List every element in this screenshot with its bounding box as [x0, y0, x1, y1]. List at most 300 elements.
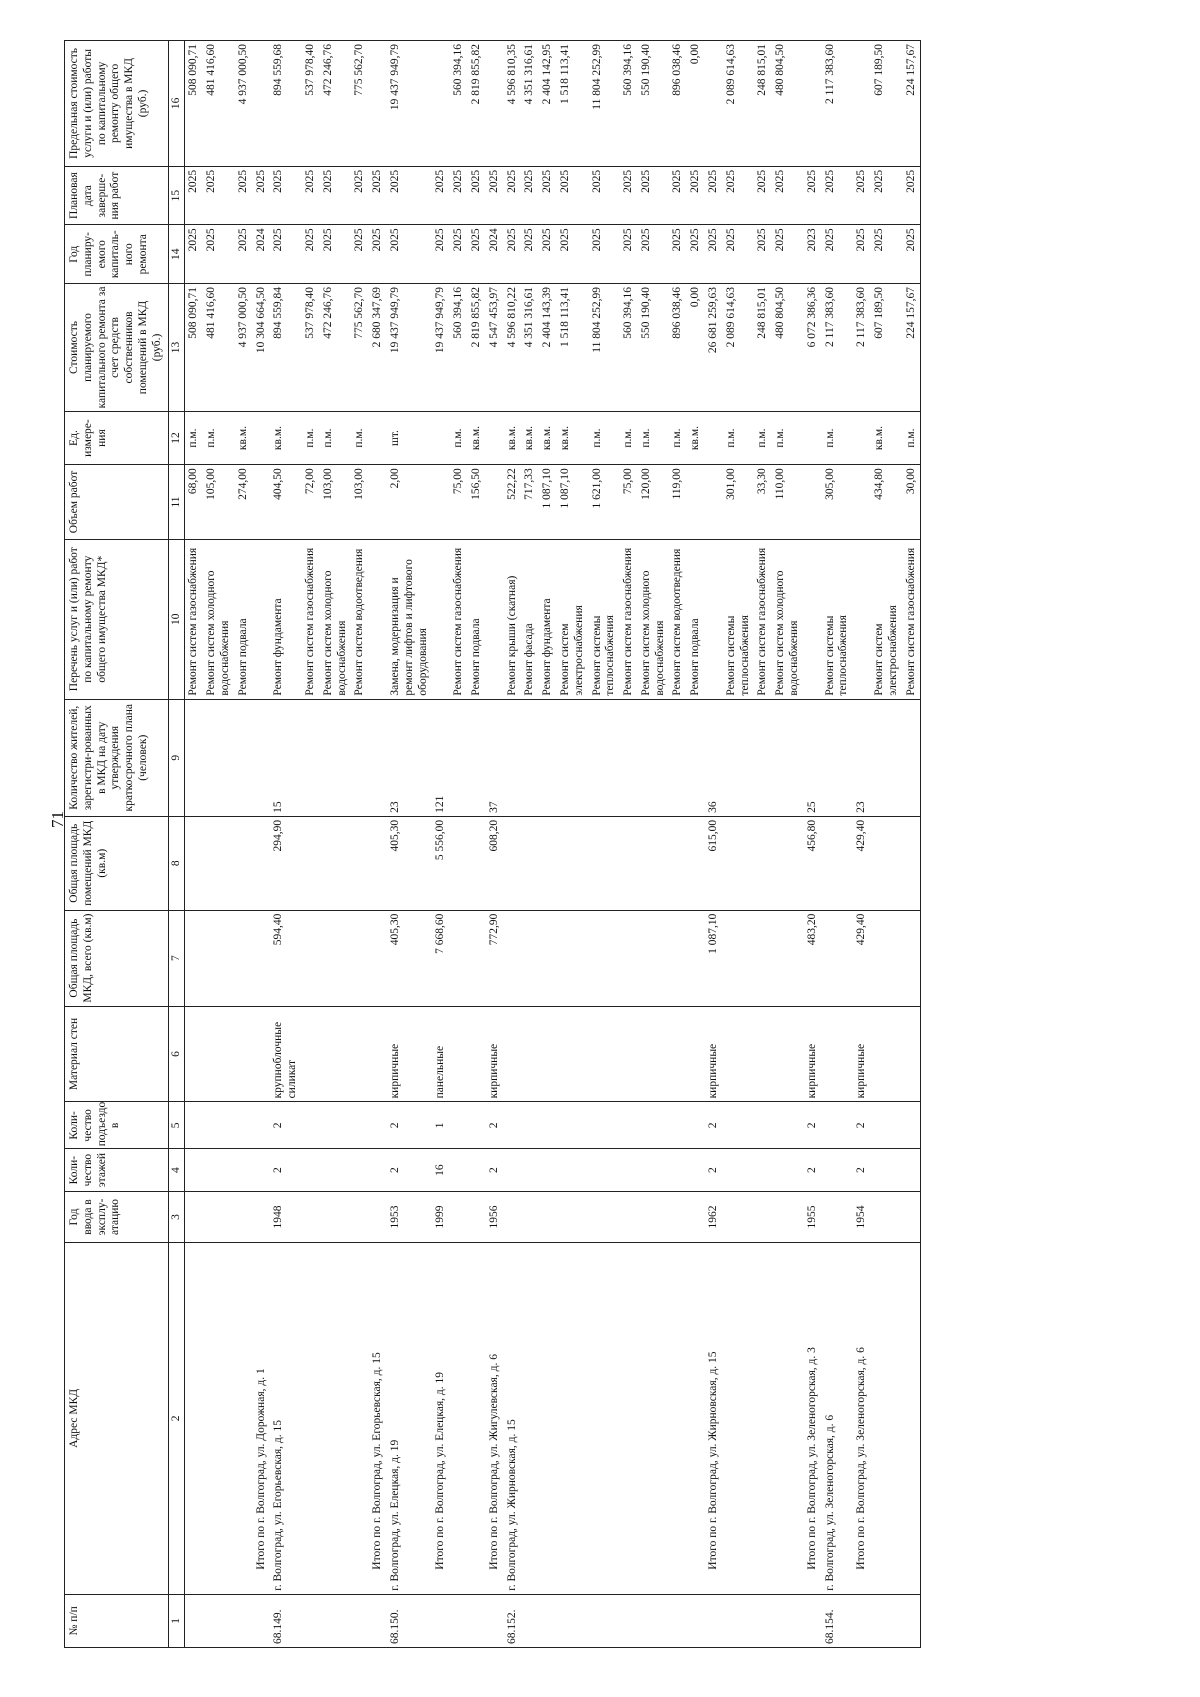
limit-cost-cell: 481 416,60	[203, 41, 235, 167]
table-row	[772, 41, 804, 1648]
repair-year-cell: 2025	[772, 225, 804, 284]
floors-cell	[302, 1149, 320, 1192]
completion-year-cell: 2025	[302, 166, 320, 225]
cost-cell: 1 518 113,41	[557, 284, 589, 412]
row-index	[871, 1594, 903, 1647]
column-number: 2	[168, 1243, 185, 1595]
floors-cell	[468, 1149, 486, 1192]
table-row	[270, 41, 302, 1648]
floors-cell: 16	[432, 1149, 450, 1192]
premises-area-cell	[351, 816, 369, 910]
address-cell	[638, 1243, 670, 1595]
column-number: 7	[168, 910, 185, 1006]
premises-area-cell	[772, 816, 804, 910]
floors-cell	[620, 1149, 638, 1192]
residents-cell	[521, 699, 539, 816]
row-index	[723, 1594, 755, 1647]
work-type-cell: Ремонт систем водоотведения	[351, 539, 369, 699]
premises-area-cell	[369, 816, 387, 910]
address-cell	[589, 1243, 621, 1595]
table-body	[185, 41, 921, 1648]
total-area-cell	[723, 910, 755, 1006]
table-row	[539, 41, 557, 1648]
total-area-cell	[589, 910, 621, 1006]
premises-area-cell	[723, 816, 755, 910]
premises-area-cell	[620, 816, 638, 910]
repair-year-cell: 2025	[754, 225, 772, 284]
total-area-cell	[754, 910, 772, 1006]
table-row	[203, 41, 235, 1648]
repair-year-cell: 2025	[723, 225, 755, 284]
cost-cell: 775 562,70	[351, 284, 369, 412]
cost-cell: 2 117 383,60	[822, 284, 854, 412]
year-cell	[203, 1191, 235, 1242]
completion-year-cell: 2025	[557, 166, 589, 225]
row-index	[235, 1594, 253, 1647]
column-number: 11	[168, 465, 185, 540]
year-cell	[557, 1191, 589, 1242]
address-cell: Итого по г. Волгоград, ул. Жирновская, д. 15	[705, 1243, 723, 1595]
wall-material-cell	[203, 1006, 235, 1102]
wall-material-cell	[253, 1006, 271, 1102]
repair-year-cell: 2025	[669, 225, 687, 284]
residents-cell	[235, 699, 253, 816]
limit-cost-cell: 537 978,40	[302, 41, 320, 167]
entrances-cell: 2	[270, 1102, 302, 1149]
volume-cell: 156,50	[468, 465, 486, 540]
repair-year-cell: 2025	[351, 225, 369, 284]
row-index	[302, 1594, 320, 1647]
capital-repair-table	[64, 40, 921, 1648]
unit-cell: кв.м.	[687, 411, 705, 464]
wall-material-cell	[351, 1006, 369, 1102]
completion-year-cell: 2025	[804, 166, 822, 225]
residents-cell: 37	[486, 699, 504, 816]
cost-cell: 2 819 855,82	[468, 284, 486, 412]
premises-area-cell	[320, 816, 352, 910]
table-row	[687, 41, 705, 1648]
premises-area-cell	[754, 816, 772, 910]
year-cell	[687, 1191, 705, 1242]
limit-cost-cell: 508 090,71	[185, 41, 203, 167]
repair-year-cell: 2025	[185, 225, 203, 284]
residents-cell: 36	[705, 699, 723, 816]
wall-material-cell	[450, 1006, 468, 1102]
work-type-cell: Ремонт подвала	[235, 539, 253, 699]
completion-year-cell: 2025	[521, 166, 539, 225]
limit-cost-cell	[432, 41, 450, 167]
row-index: 68.154.	[822, 1594, 854, 1647]
unit-cell: кв.м.	[468, 411, 486, 464]
repair-year-cell: 2025	[539, 225, 557, 284]
table-row	[669, 41, 687, 1648]
entrances-cell	[468, 1102, 486, 1149]
residents-cell	[302, 699, 320, 816]
entrances-cell	[589, 1102, 621, 1149]
entrances-cell: 2	[853, 1102, 871, 1149]
column-number: 5	[168, 1102, 185, 1149]
work-type-cell: Ремонт систем газоснабжения	[450, 539, 468, 699]
work-type-cell: Ремонт систем водоотведения	[669, 539, 687, 699]
premises-area-cell	[253, 816, 271, 910]
volume-cell: 522,22	[504, 465, 522, 540]
unit-cell: п.м.	[772, 411, 804, 464]
entrances-cell	[723, 1102, 755, 1149]
floors-cell	[235, 1149, 253, 1192]
residents-cell: 15	[270, 699, 302, 816]
cost-cell: 896 038,46	[669, 284, 687, 412]
column-header: Год ввода в эксплу-атацию	[65, 1191, 169, 1242]
limit-cost-cell	[804, 41, 822, 167]
wall-material-cell	[822, 1006, 854, 1102]
floors-cell	[669, 1149, 687, 1192]
floors-cell	[539, 1149, 557, 1192]
limit-cost-cell: 472 246,76	[320, 41, 352, 167]
cost-cell: 248 815,01	[754, 284, 772, 412]
column-header: Предельная стоимость услуги и (или) работы по капитальному ремонту общего имущества в МКД (руб.)	[65, 41, 169, 167]
wall-material-cell	[589, 1006, 621, 1102]
repair-year-cell: 2025	[521, 225, 539, 284]
limit-cost-cell: 560 394,16	[450, 41, 468, 167]
cost-cell: 4 596 810,22	[504, 284, 522, 412]
address-cell	[723, 1243, 755, 1595]
total-area-cell	[903, 910, 921, 1006]
row-index	[450, 1594, 468, 1647]
unit-cell	[804, 411, 822, 464]
column-number: 14	[168, 225, 185, 284]
premises-area-cell	[302, 816, 320, 910]
table-row	[521, 41, 539, 1648]
repair-year-cell: 2025	[235, 225, 253, 284]
residents-cell	[557, 699, 589, 816]
column-number: 10	[168, 539, 185, 699]
wall-material-cell	[302, 1006, 320, 1102]
work-type-cell: Ремонт систем электроснабжения	[557, 539, 589, 699]
work-type-cell: Ремонт фасада	[521, 539, 539, 699]
row-index	[432, 1594, 450, 1647]
entrances-cell	[235, 1102, 253, 1149]
residents-cell	[754, 699, 772, 816]
completion-year-cell: 2025	[270, 166, 302, 225]
row-index	[620, 1594, 638, 1647]
floors-cell	[203, 1149, 235, 1192]
premises-area-cell: 608,20	[486, 816, 504, 910]
year-cell	[351, 1191, 369, 1242]
premises-area-cell: 615,00	[705, 816, 723, 910]
premises-area-cell: 456,80	[804, 816, 822, 910]
total-area-cell	[504, 910, 522, 1006]
completion-year-cell: 2025	[387, 166, 432, 225]
total-area-cell	[253, 910, 271, 1006]
address-cell	[235, 1243, 253, 1595]
wall-material-cell	[669, 1006, 687, 1102]
column-number: 6	[168, 1006, 185, 1102]
completion-year-cell: 2025	[504, 166, 522, 225]
premises-area-cell: 294,90	[270, 816, 302, 910]
limit-cost-cell	[369, 41, 387, 167]
entrances-cell	[754, 1102, 772, 1149]
completion-year-cell: 2025	[235, 166, 253, 225]
row-index	[203, 1594, 235, 1647]
work-type-cell: Ремонт фундамента	[270, 539, 302, 699]
work-type-cell	[253, 539, 271, 699]
completion-year-cell: 2025	[638, 166, 670, 225]
premises-area-cell	[822, 816, 854, 910]
unit-cell: п.м.	[903, 411, 921, 464]
work-type-cell: Ремонт систем газоснабжения	[754, 539, 772, 699]
year-cell	[669, 1191, 687, 1242]
row-index	[486, 1594, 504, 1647]
address-cell: г. Волгоград, ул. Елецкая, д. 19	[387, 1243, 432, 1595]
repair-year-cell: 2025	[822, 225, 854, 284]
residents-cell	[903, 699, 921, 816]
limit-cost-cell: 0,00	[687, 41, 705, 167]
premises-area-cell	[185, 816, 203, 910]
year-cell	[450, 1191, 468, 1242]
column-header: Коли-чество этажей	[65, 1149, 169, 1192]
total-area-cell: 594,40	[270, 910, 302, 1006]
table-row	[871, 41, 903, 1648]
completion-year-cell: 2025	[320, 166, 352, 225]
total-area-cell	[320, 910, 352, 1006]
cost-cell: 4 937 000,50	[235, 284, 253, 412]
completion-year-cell: 2025	[772, 166, 804, 225]
repair-year-cell: 2025	[320, 225, 352, 284]
table-row	[387, 41, 432, 1648]
limit-cost-cell: 4 596 810,35	[504, 41, 522, 167]
address-cell	[521, 1243, 539, 1595]
limit-cost-cell: 894 559,68	[270, 41, 302, 167]
volume-cell	[432, 465, 450, 540]
completion-year-cell: 2025	[351, 166, 369, 225]
work-type-cell: Ремонт системы теплоснабжения	[822, 539, 854, 699]
work-type-cell: Ремонт подвала	[687, 539, 705, 699]
entrances-cell	[450, 1102, 468, 1149]
premises-area-cell	[557, 816, 589, 910]
volume-cell: 1 621,00	[589, 465, 621, 540]
wall-material-cell: кирпичные	[486, 1006, 504, 1102]
total-row	[253, 41, 271, 1648]
total-row	[804, 41, 822, 1648]
work-type-cell: Ремонт систем холодного водоснабжения	[772, 539, 804, 699]
repair-year-cell: 2025	[903, 225, 921, 284]
year-cell: 1954	[853, 1191, 871, 1242]
wall-material-cell	[320, 1006, 352, 1102]
address-cell	[203, 1243, 235, 1595]
cost-cell: 11 804 252,99	[589, 284, 621, 412]
column-header: Коли-чество подъездо в	[65, 1102, 169, 1149]
column-header: Ед. измере-ния	[65, 411, 169, 464]
column-number: 1	[168, 1594, 185, 1647]
completion-year-cell: 2025	[620, 166, 638, 225]
unit-cell: п.м.	[638, 411, 670, 464]
limit-cost-cell	[853, 41, 871, 167]
unit-cell: кв.м.	[504, 411, 522, 464]
limit-cost-cell: 550 190,40	[638, 41, 670, 167]
year-cell	[253, 1191, 271, 1242]
premises-area-cell	[235, 816, 253, 910]
year-cell	[638, 1191, 670, 1242]
row-index	[539, 1594, 557, 1647]
entrances-cell	[871, 1102, 903, 1149]
floors-cell	[253, 1149, 271, 1192]
column-number-row	[168, 41, 185, 1648]
rotated-page	[64, 40, 921, 1648]
total-area-cell	[351, 910, 369, 1006]
repair-year-cell: 2025	[302, 225, 320, 284]
volume-cell: 72,00	[302, 465, 320, 540]
premises-area-cell: 429,40	[853, 816, 871, 910]
total-row	[486, 41, 504, 1648]
completion-year-cell: 2025	[687, 166, 705, 225]
volume-cell: 33,30	[754, 465, 772, 540]
residents-cell: 23	[853, 699, 871, 816]
wall-material-cell	[871, 1006, 903, 1102]
year-cell	[504, 1191, 522, 1242]
row-index	[521, 1594, 539, 1647]
address-cell: Итого по г. Волгоград, ул. Егорьевская, д. 15	[369, 1243, 387, 1595]
address-cell	[351, 1243, 369, 1595]
entrances-cell	[620, 1102, 638, 1149]
volume-cell: 75,00	[620, 465, 638, 540]
row-index	[754, 1594, 772, 1647]
address-cell: г. Волгоград, ул. Егорьевская, д. 15	[270, 1243, 302, 1595]
floors-cell	[521, 1149, 539, 1192]
unit-cell	[705, 411, 723, 464]
repair-year-cell: 2025	[589, 225, 621, 284]
address-cell: Итого по г. Волгоград, ул. Жигулевская, д. 6	[486, 1243, 504, 1595]
wall-material-cell: крупноблочные силикат	[270, 1006, 302, 1102]
cost-cell: 550 190,40	[638, 284, 670, 412]
entrances-cell: 2	[486, 1102, 504, 1149]
work-type-cell	[486, 539, 504, 699]
completion-year-cell: 2025	[754, 166, 772, 225]
premises-area-cell	[687, 816, 705, 910]
total-area-cell	[369, 910, 387, 1006]
floors-cell	[320, 1149, 352, 1192]
year-cell: 1999	[432, 1191, 450, 1242]
floors-cell	[557, 1149, 589, 1192]
entrances-cell	[203, 1102, 235, 1149]
wall-material-cell	[468, 1006, 486, 1102]
entrances-cell: 2	[705, 1102, 723, 1149]
work-type-cell	[432, 539, 450, 699]
work-type-cell	[853, 539, 871, 699]
repair-year-cell: 2025	[687, 225, 705, 284]
floors-cell: 2	[270, 1149, 302, 1192]
completion-year-cell: 2025	[705, 166, 723, 225]
table-row	[723, 41, 755, 1648]
limit-cost-cell: 607 189,50	[871, 41, 903, 167]
completion-year-cell: 2025	[822, 166, 854, 225]
entrances-cell	[539, 1102, 557, 1149]
premises-area-cell: 405,30	[387, 816, 432, 910]
total-area-cell	[302, 910, 320, 1006]
page-number: 71	[48, 811, 67, 828]
work-type-cell: Ремонт систем газоснабжения	[903, 539, 921, 699]
floors-cell: 2	[705, 1149, 723, 1192]
year-cell: 1953	[387, 1191, 432, 1242]
floors-cell: 2	[387, 1149, 432, 1192]
entrances-cell	[253, 1102, 271, 1149]
cost-cell: 508 090,71	[185, 284, 203, 412]
limit-cost-cell: 248 815,01	[754, 41, 772, 167]
floors-cell: 2	[853, 1149, 871, 1192]
total-area-cell	[772, 910, 804, 1006]
year-cell: 1955	[804, 1191, 822, 1242]
unit-cell: п.м.	[723, 411, 755, 464]
volume-cell: 103,00	[351, 465, 369, 540]
unit-cell	[853, 411, 871, 464]
completion-year-cell: 2025	[723, 166, 755, 225]
wall-material-cell	[369, 1006, 387, 1102]
table-row	[589, 41, 621, 1648]
limit-cost-cell: 2 117 383,60	[822, 41, 854, 167]
table-row	[302, 41, 320, 1648]
year-cell	[620, 1191, 638, 1242]
total-area-cell: 405,30	[387, 910, 432, 1006]
entrances-cell	[504, 1102, 522, 1149]
cost-cell: 6 072 386,36	[804, 284, 822, 412]
work-type-cell: Ремонт систем холодного водоснабжения	[638, 539, 670, 699]
limit-cost-cell: 2 089 614,63	[723, 41, 755, 167]
work-type-cell	[804, 539, 822, 699]
column-header: Материал стен	[65, 1006, 169, 1102]
volume-cell	[804, 465, 822, 540]
column-number: 16	[168, 41, 185, 167]
row-index	[320, 1594, 352, 1647]
repair-year-cell: 2025	[450, 225, 468, 284]
residents-cell	[450, 699, 468, 816]
year-cell	[723, 1191, 755, 1242]
entrances-cell	[669, 1102, 687, 1149]
wall-material-cell: кирпичные	[853, 1006, 871, 1102]
limit-cost-cell: 224 157,67	[903, 41, 921, 167]
address-cell: г. Волгоград, ул. Зеленогорская, д. 6	[822, 1243, 854, 1595]
completion-year-cell: 2025	[369, 166, 387, 225]
entrances-cell	[903, 1102, 921, 1149]
year-cell: 1962	[705, 1191, 723, 1242]
residents-cell	[772, 699, 804, 816]
table-row	[320, 41, 352, 1648]
total-area-cell	[669, 910, 687, 1006]
limit-cost-cell	[253, 41, 271, 167]
total-area-cell	[450, 910, 468, 1006]
work-type-cell: Ремонт крыши (скатная)	[504, 539, 522, 699]
completion-year-cell: 2025	[589, 166, 621, 225]
completion-year-cell: 2025	[432, 166, 450, 225]
limit-cost-cell: 19 437 949,79	[387, 41, 432, 167]
entrances-cell	[521, 1102, 539, 1149]
limit-cost-cell: 775 562,70	[351, 41, 369, 167]
cost-cell: 4 547 453,97	[486, 284, 504, 412]
cost-cell: 480 804,50	[772, 284, 804, 412]
row-index	[351, 1594, 369, 1647]
residents-cell	[589, 699, 621, 816]
row-index	[804, 1594, 822, 1647]
total-area-cell: 483,20	[804, 910, 822, 1006]
work-type-cell: Ремонт систем газоснабжения	[620, 539, 638, 699]
work-type-cell: Ремонт систем газоснабжения	[302, 539, 320, 699]
row-index	[772, 1594, 804, 1647]
year-cell	[822, 1191, 854, 1242]
floors-cell	[754, 1149, 772, 1192]
repair-year-cell: 2025	[620, 225, 638, 284]
volume-cell	[253, 465, 271, 540]
entrances-cell	[822, 1102, 854, 1149]
year-cell: 1948	[270, 1191, 302, 1242]
volume-cell: 434,80	[871, 465, 903, 540]
